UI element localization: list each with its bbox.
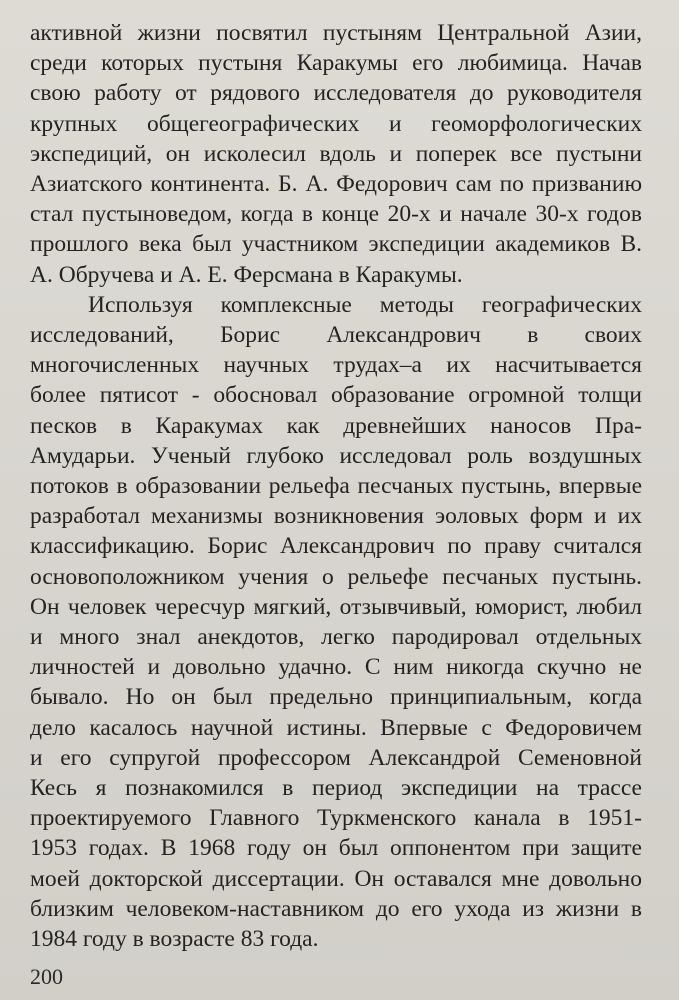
text-line: исследований, Борис Александрович в своих: [30, 322, 642, 348]
text-line: крупных общегеографических и геоморфологических: [30, 110, 642, 137]
text-line: свою работу от рядового исследователя до руководителя: [30, 80, 642, 107]
text-line: Азиатского континента. Б. А. Федорович сам по призванию: [30, 171, 642, 197]
text-line: экспедиций, он исколесил вдоль и поперек все пустыни: [30, 140, 642, 167]
text-line: личностей и довольно удачно. С ним никогда скучно не: [30, 654, 642, 681]
text-line: 1953 годах. В 1968 году он был оппонентом при защите: [30, 835, 642, 862]
text-line: активной жизни посвятил пустыням Центральной Азии,: [30, 20, 642, 46]
text-line: многочисленных научных трудах–а их насчитывается: [30, 352, 642, 379]
text-line: бывало. Но он был предельно принципиальным, когда: [30, 684, 642, 711]
text-line: Он человек чересчур мягкий, отзывчивый, юморист, любил: [30, 593, 642, 620]
text-line: и много знал анекдотов, легко пародировал отдельных: [30, 624, 642, 650]
text-line: А. Обручева и А. Е. Ферсмана в Каракумы.: [30, 261, 463, 288]
text-line: прошлого века был участником экспедиции академиков В.: [30, 231, 642, 258]
text-line: Кесь я познакомился в период экспедиции на трассе: [30, 775, 642, 801]
text-line: более пятисот - обосновал образование огромной толщи: [30, 382, 642, 409]
text-line: проектируемого Главного Туркменского канала в 1951-: [30, 805, 642, 832]
text-line: стал пустыноведом, когда в конце 20-х и начале 30-х годов: [30, 201, 642, 228]
text-line: песков в Каракумах как древнейших наносов Пра-: [30, 412, 642, 439]
text-line: разработал механизмы возникновения эоловых форм и их: [30, 503, 642, 530]
text-line: основоположником учения о рельефе песчаных пустынь.: [30, 563, 642, 590]
text-line: 1984 году в возрасте 83 года.: [30, 926, 319, 952]
text-line: среди которых пустыня Каракумы его любимица. Начав: [30, 50, 642, 77]
page-number: 200: [30, 964, 63, 989]
text-line: классификацию. Борис Александрович по праву считался: [30, 533, 642, 560]
text-line: и его супругой профессором Александрой Семеновной: [30, 744, 642, 771]
paragraph-first-line: Используя комплексные методы географических: [88, 291, 642, 318]
text-line: дело касалось научной истины. Впервые с Федоровичем: [30, 714, 642, 741]
text-line: моей докторской диссертации. Он оставался мне довольно: [30, 865, 642, 892]
text-line: близким человеком-наставником до его ухода из жизни в: [30, 895, 642, 922]
text-line: Амударьи. Ученый глубоко исследовал роль воздушных: [30, 442, 642, 469]
text-line: потоков в образовании рельефа песчаных пустынь, впервые: [30, 473, 642, 499]
